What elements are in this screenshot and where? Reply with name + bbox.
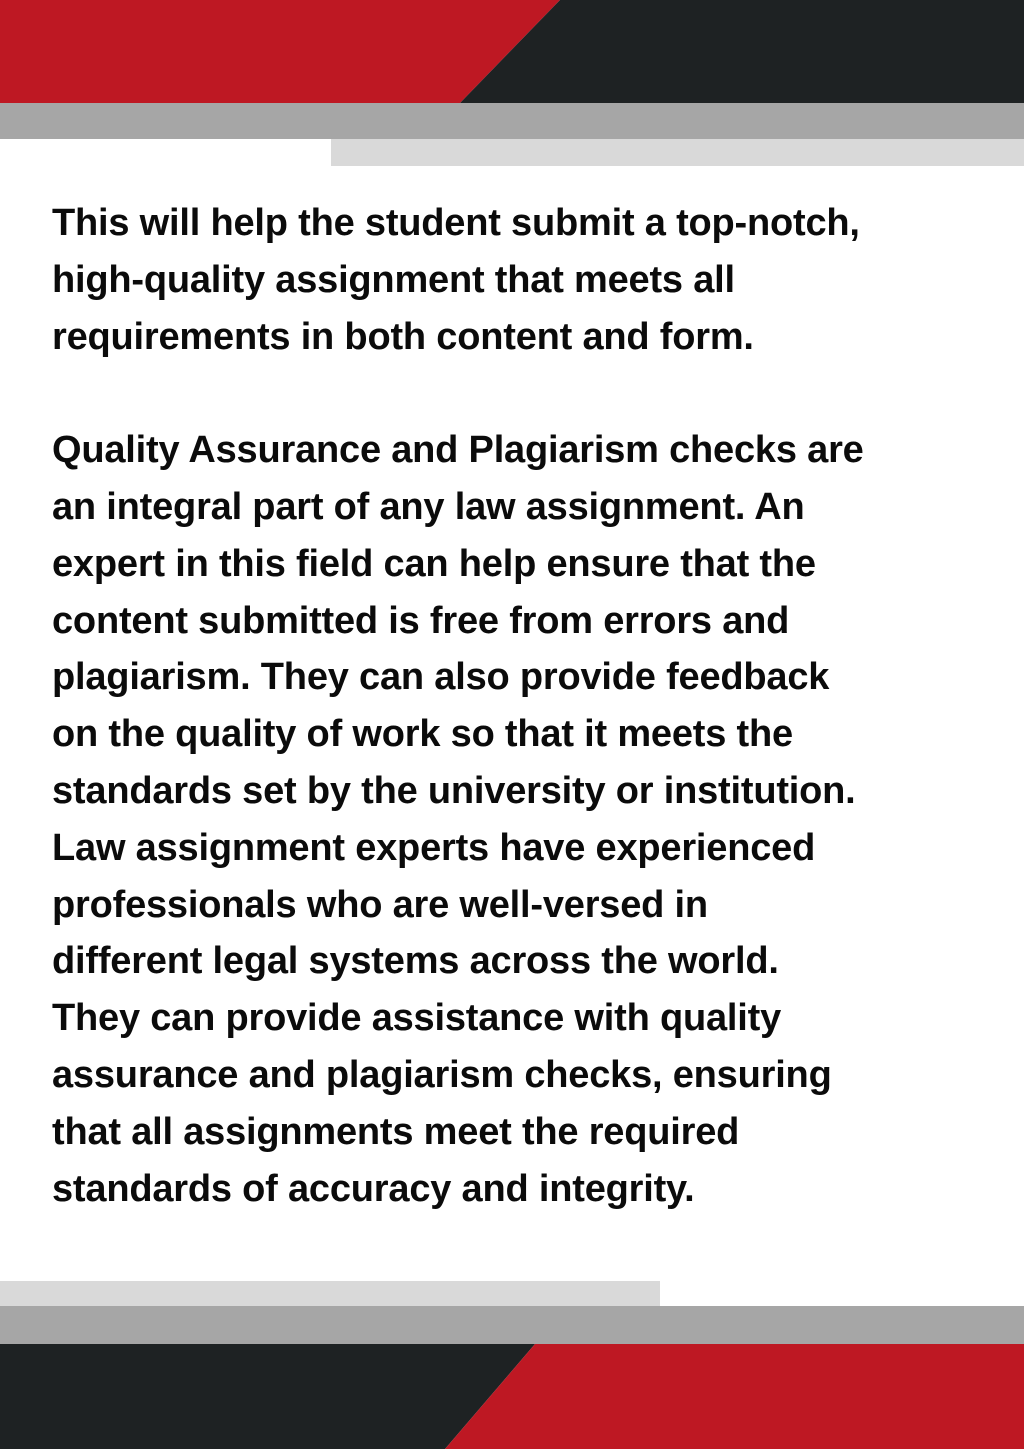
footer-gray-stripe [0,1306,1024,1344]
paragraph-quality-assurance: Quality Assurance and Plagiarism checks are an integral part of any law assignment. An expert in this field can help ensure that the content submitted is free from errors and plagiarism. They can also provide feedback on the quality of work so that it meets the standards set by the university or institution. Law assignment experts have experienced professionals who are well-versed in different legal systems across the world. They can provide assistance with quality assurance and plagiarism checks, ensuring that all assignments meet the required standards of accuracy and integrity. [52,429,864,1210]
footer-red-block [445,1344,1024,1449]
header-gray-stripe [0,103,1024,139]
footer-light-gray-stripe [0,1281,660,1306]
header-decoration [0,0,1024,166]
document-body [52,195,982,1217]
paragraph-intro: This will help the student submit a top-notch, high-quality assignment that meets all requirements in both content and form. [52,202,860,358]
footer-decoration [0,1281,1024,1449]
header-light-gray-stripe [331,139,1024,166]
footer-dark-block [0,1344,535,1449]
